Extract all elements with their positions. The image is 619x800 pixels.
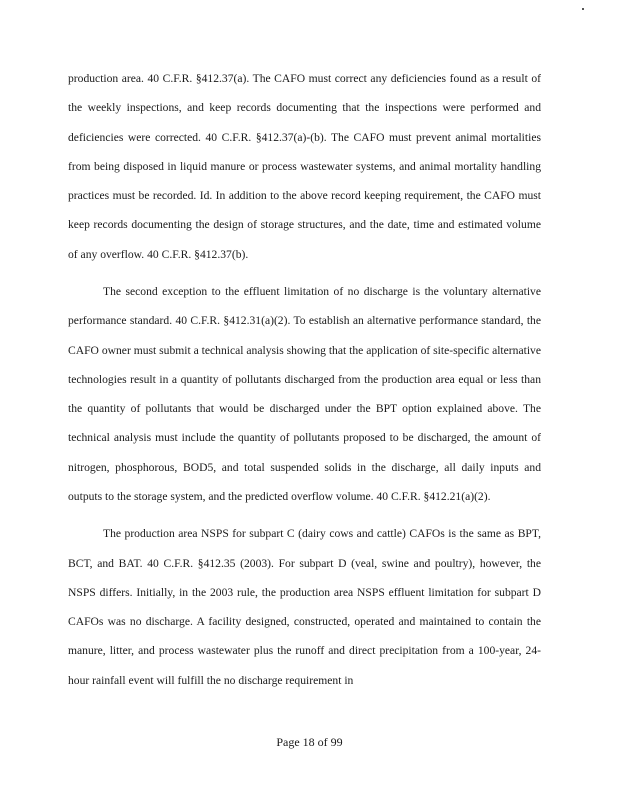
paragraph-2: The second exception to the effluent limitation of no discharge is the voluntary alternative performance standard. 40 C.F.R. §412.31(a)(2). To establish an alternative performance standard, the CAFO owner must submit a technical analysis showing that the application of site-specific alternative technologies result in a quantity of pollutants discharged from the production area equal or less than the quantity of pollutants that would be discharged under the BPT option explained above. The technical analysis must include the quantity of pollutants proposed to be discharged, the amount of nitrogen, phosphorous, BOD5, and total suspended solids in the discharge, all daily inputs and outputs to the storage system, and the predicted overflow volume. 40 C.F.R. §412.21(a)(2). xyxy=(68,284,541,504)
paragraph-1: production area. 40 C.F.R. §412.37(a). The CAFO must correct any deficiencies found as a result of the weekly inspections, and keep records documenting that the inspections were performed and deficiencies were corrected. 40 C.F.R. §412.37(a)-(b). The CAFO must prevent animal mortalities from being disposed in liquid manure or process wastewater systems, and animal mortality handling practices must be recorded. Id. In addition to the above record keeping requirement, the CAFO must keep records documenting the design of storage structures, and the date, time and estimated volume of any overflow. 40 C.F.R. §412.37(b). xyxy=(68,72,541,261)
body-text xyxy=(68,64,541,695)
scan-mark xyxy=(582,8,584,10)
page-footer: Page 18 of 99 xyxy=(276,735,343,749)
paragraph-3: The production area NSPS for subpart C (dairy cows and cattle) CAFOs is the same as BPT, BCT, and BAT. 40 C.F.R. §412.35 (2003). For subpart D (veal, swine and poultry), however, the NSPS differs. Initially, in the 2003 rule, the production area NSPS effluent limitation for subpart D CAFOs was no discharge. A facility designed, constructed, operated and maintained to contain the manure, litter, and process wastewater plus the runoff and direct precipitation from a 100-year, 24-hour rainfall event will fulfill the no discharge requirement in xyxy=(68,527,541,687)
